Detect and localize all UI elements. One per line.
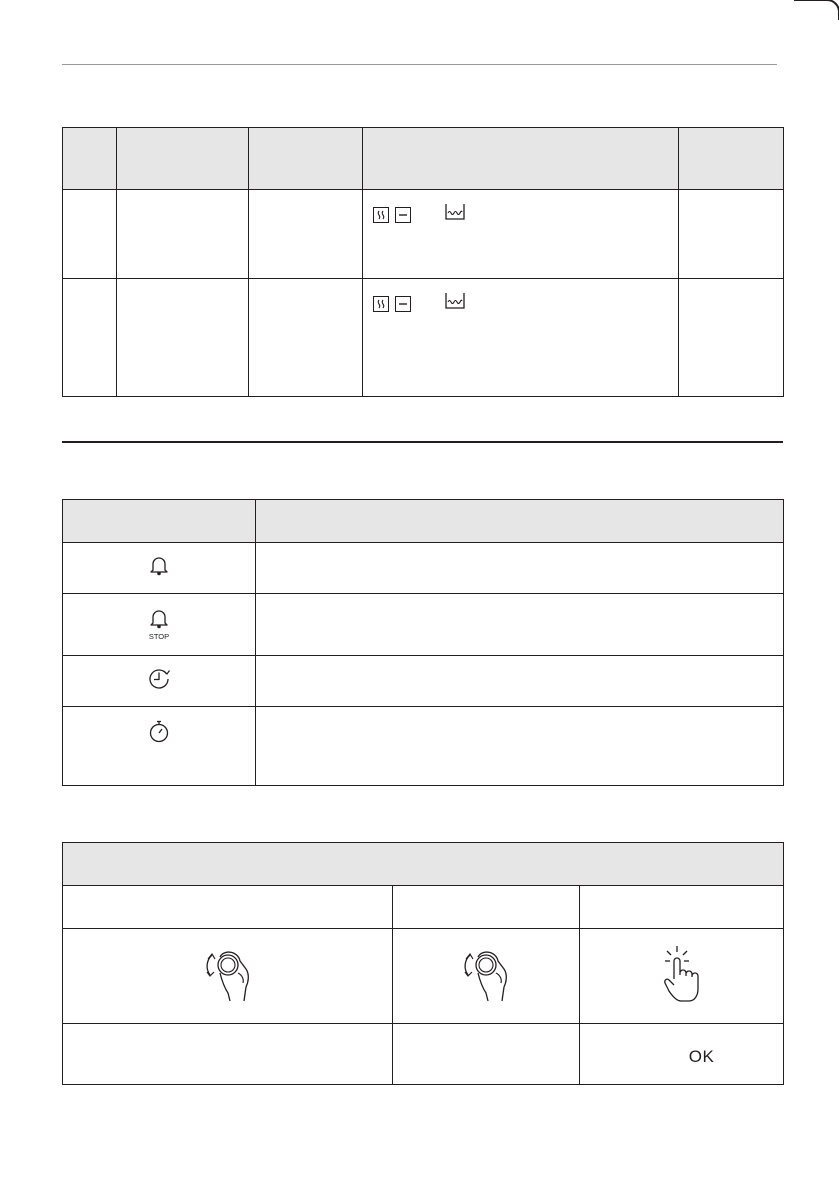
table-cell bbox=[63, 656, 256, 707]
table-cell bbox=[256, 594, 784, 656]
header-cell bbox=[63, 843, 784, 886]
table-row bbox=[63, 594, 784, 656]
header-cell bbox=[63, 128, 117, 190]
table-cell bbox=[63, 1024, 393, 1085]
table-cell bbox=[393, 886, 580, 929]
table-cell bbox=[63, 929, 393, 1024]
table-cell bbox=[63, 190, 117, 279]
table-cell bbox=[63, 594, 256, 656]
table-row bbox=[63, 707, 784, 786]
touch-hand-icon bbox=[657, 943, 707, 1005]
steam-grill-icon bbox=[373, 207, 389, 223]
table-cell bbox=[580, 886, 784, 929]
controls-table bbox=[62, 842, 784, 1085]
bell-icon bbox=[149, 555, 169, 577]
table-row bbox=[63, 656, 784, 707]
steam-grill-icon bbox=[373, 296, 389, 312]
table-cell bbox=[256, 543, 784, 594]
table-row bbox=[63, 1024, 784, 1085]
header-cell bbox=[117, 128, 249, 190]
top-heat-icon bbox=[395, 296, 411, 312]
table-header-row bbox=[63, 843, 784, 886]
header-cell bbox=[363, 128, 679, 190]
clock-arrow-icon bbox=[147, 667, 171, 691]
clock-functions-table bbox=[62, 499, 784, 786]
section-rule bbox=[62, 441, 783, 443]
header-cell bbox=[63, 500, 256, 543]
table-cell bbox=[393, 1024, 580, 1085]
table-cell bbox=[63, 707, 256, 786]
table-cell bbox=[580, 929, 784, 1024]
table-row bbox=[63, 886, 784, 929]
table-cell bbox=[63, 886, 393, 929]
stop-caption: STOP bbox=[148, 631, 170, 641]
table-cell bbox=[363, 279, 679, 397]
table-cell bbox=[679, 190, 784, 279]
program-table bbox=[62, 127, 784, 397]
table-row bbox=[63, 929, 784, 1024]
header-cell bbox=[679, 128, 784, 190]
table-cell bbox=[256, 656, 784, 707]
table-row bbox=[63, 543, 784, 594]
knob-turn-hand-icon bbox=[456, 943, 516, 1005]
table-header-row bbox=[63, 128, 784, 190]
table-cell bbox=[393, 929, 580, 1024]
ok-label: OK bbox=[688, 1047, 715, 1066]
top-heat-icon bbox=[395, 207, 411, 223]
table-cell bbox=[679, 279, 784, 397]
table-cell bbox=[580, 1024, 784, 1085]
table-cell bbox=[117, 190, 249, 279]
table-row bbox=[63, 279, 784, 397]
bell-stop-icon bbox=[144, 609, 174, 641]
table-cell bbox=[256, 707, 784, 786]
stopwatch-icon bbox=[147, 719, 171, 743]
table-cell bbox=[249, 190, 363, 279]
table-cell bbox=[63, 279, 117, 397]
table-cell bbox=[249, 279, 363, 397]
water-tray-icon bbox=[445, 292, 465, 315]
header-rule bbox=[62, 64, 777, 65]
table-cell bbox=[363, 190, 679, 279]
table-cell bbox=[63, 543, 256, 594]
table-row bbox=[63, 190, 784, 279]
table-header-row bbox=[63, 500, 784, 543]
header-cell bbox=[249, 128, 363, 190]
page-corner-mark bbox=[794, 0, 839, 20]
header-cell bbox=[256, 500, 784, 543]
table-cell bbox=[117, 279, 249, 397]
knob-turn-hand-icon bbox=[198, 943, 258, 1005]
water-tray-icon bbox=[445, 203, 465, 226]
